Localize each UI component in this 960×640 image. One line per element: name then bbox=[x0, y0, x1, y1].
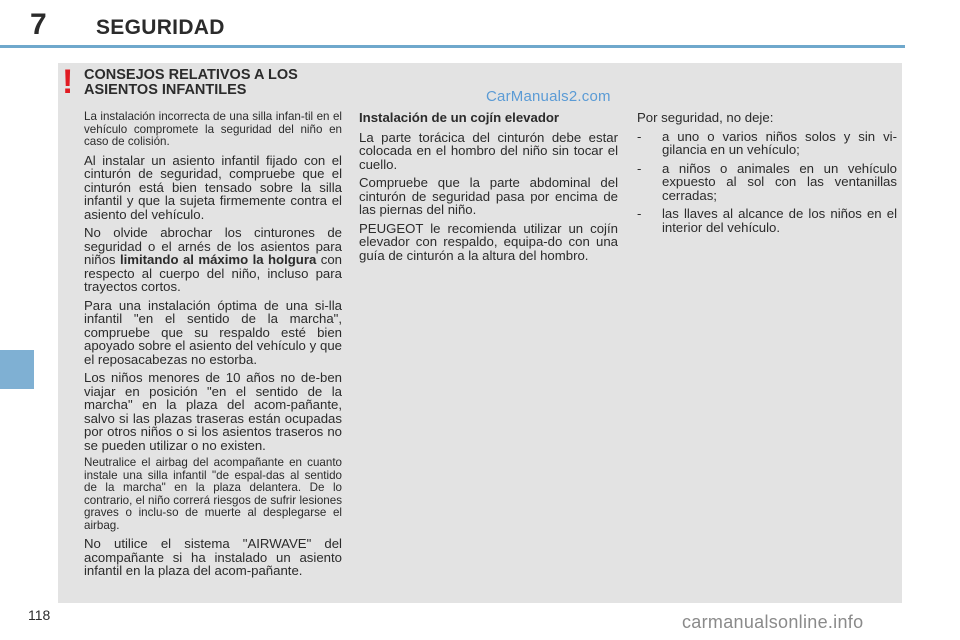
bullet-dash: - bbox=[637, 206, 642, 221]
paragraph: Los niños menores de 10 años no de-ben viajar en posición "en el sentido de la marcha" en la plaza del acom-pañante, salvo si las plazas traseras están ocupadas por otros niños o si los asientos traseros no se pueden utilizar o no existen. bbox=[84, 370, 342, 453]
watermark-top[interactable]: CarManuals2.com bbox=[486, 88, 611, 105]
text-span: con respecto al cuerpo del niño, incluso para trayectos cortos. bbox=[84, 252, 342, 294]
chapter-title: SEGURIDAD bbox=[96, 16, 225, 39]
text-span: No olvide abrochar los cinturones de seguridad o el arnés de los asientos para niños bbox=[84, 225, 342, 267]
intro-text: Por seguridad, no deje: bbox=[637, 110, 774, 125]
column-right bbox=[637, 111, 897, 239]
chapter-number: 7 bbox=[30, 8, 47, 41]
paragraph: Para una instalación óptima de una si-lla infantil "en el sentido de la marcha", compruebe que su respaldo esté bien apoyado sobre el asiento del vehículo y que el reposacabezas no estorba. bbox=[84, 297, 342, 367]
page-number: 118 bbox=[28, 607, 51, 623]
list-item bbox=[637, 130, 897, 157]
header-divider bbox=[0, 45, 905, 48]
bullet-text: a niños o animales en un vehículo expuesto al sol con las ventanillas cerradas; bbox=[662, 160, 897, 203]
chapter-side-tab bbox=[0, 350, 34, 389]
bullet-dash: - bbox=[637, 160, 642, 176]
subheading: Instalación de un cojín elevador bbox=[359, 110, 560, 125]
paragraph: La parte torácica del cinturón debe estar colocada en el hombro del niño sin tocar el cuello. bbox=[359, 129, 618, 172]
bullet-text: las llaves al alcance de los niños en el interior del vehículo. bbox=[662, 206, 897, 235]
section-title: CONSEJOS RELATIVOS A LOS ASIENTOS INFANTILES bbox=[84, 67, 298, 98]
paragraph: PEUGEOT le recomienda utilizar un cojín elevador con respaldo, equipa-do con una guía de cinturón a la altura del hombro. bbox=[359, 220, 618, 263]
column-middle bbox=[359, 111, 618, 267]
list-item bbox=[637, 207, 897, 234]
paragraph: Al instalar un asiento infantil fijado con el cinturón de seguridad, compruebe que el cinturón está bien tensado sobre la silla infantil y que la sujeta firmemente contra el asiento del vehículo. bbox=[84, 152, 342, 222]
warning-icon: ! bbox=[62, 63, 74, 101]
bullet-dash: - bbox=[637, 128, 642, 144]
paragraph: Compruebe que la parte abdominal del cinturón de seguridad pasa por encima de las piernas del niño. bbox=[359, 175, 618, 217]
paragraph: No utilice el sistema "AIRWAVE" del acompañante si ha instalado un asiento infantil en la plaza del acom-pañante. bbox=[84, 536, 342, 578]
paragraph bbox=[84, 226, 342, 294]
bold-text: limitando al máximo la holgura bbox=[119, 252, 317, 267]
bullet-text: a uno o varios niños solos y sin vi-gilancia en un vehículo; bbox=[662, 128, 897, 157]
paragraph: La instalación incorrecta de una silla infan-til en el vehículo compromete la seguridad del niño en caso de colisión. bbox=[84, 110, 342, 148]
paragraph: Neutralice el airbag del acompañante en cuanto instale una silla infantil "de espal-das al sentido de la marcha" en la plaza delantera. De lo contrario, el niño correrá riesgos de sufrir lesiones graves o inclu-so de muerte al desplegarse el airbag. bbox=[84, 456, 342, 532]
list-item bbox=[637, 162, 897, 203]
column-left bbox=[84, 111, 342, 583]
watermark-bottom[interactable]: carmanualsonline.info bbox=[682, 612, 864, 632]
